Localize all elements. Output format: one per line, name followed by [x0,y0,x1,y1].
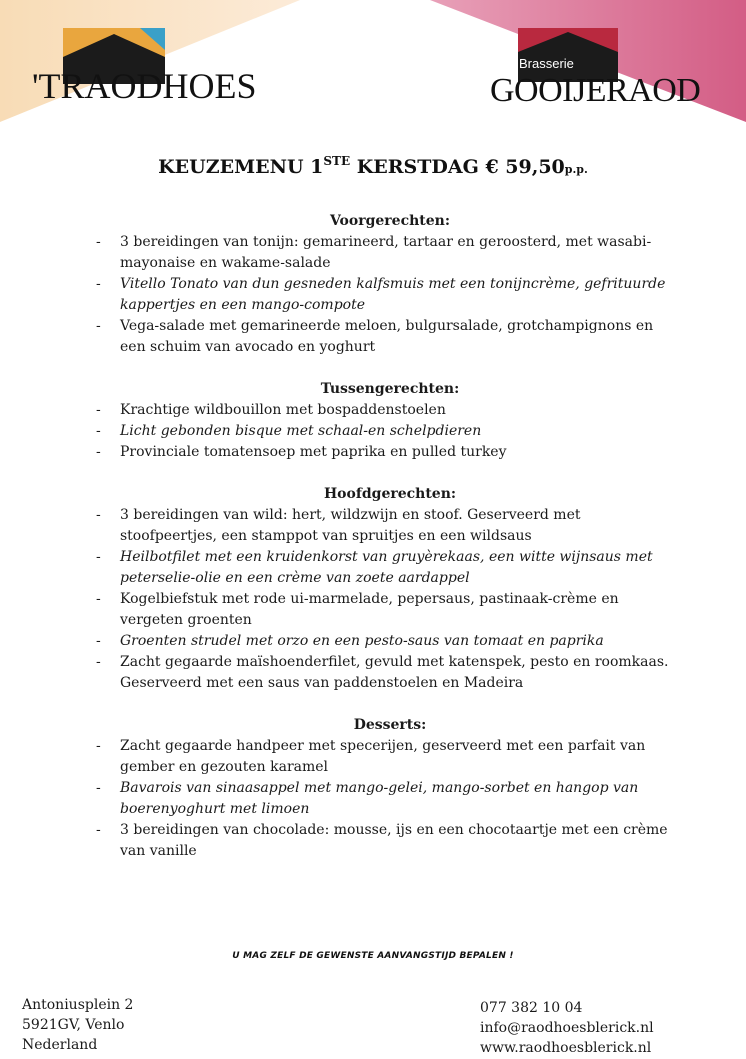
menu-item [96,400,676,421]
title-main: KEUZEMENU 1 [158,156,324,178]
menu-section [96,379,676,463]
menu-item-text: 3 bereidingen van wild: hert, wildzwijn en stoof. Geserveerd met stoofpeertjes, een stamppot van spruitjes en een wildsaus [120,507,581,544]
menu-item [96,652,676,694]
menu-item [96,736,676,778]
menu-item-text: Vitello Tonato van dun gesneden kalfsmuis met een tonijncrème, gefrituurde kappertjes en een mango-compote [120,276,666,313]
bullet-dash: - [96,633,101,649]
address-street: Antoniusplein 2 [22,997,134,1013]
menu-item [96,316,676,358]
address-country: Nederland [22,1037,98,1053]
section-heading: Hoofdgerechten: [323,486,457,502]
menu-item [96,589,676,631]
start-time-notice: U MAG ZELF DE GEWENSTE AANVANGSTIJD BEPALEN ! [232,951,514,961]
address-postal: 5921GV, Venlo [22,1017,125,1033]
menu-item-text: Zacht gegaarde maïshoenderfilet, gevuld met katenspek, pesto en roomkaas. Geserveerd met een saus van paddenstoelen en Madeira [120,654,669,691]
bullet-dash: - [96,507,101,523]
menu-item [96,274,676,316]
address-block [22,995,133,1055]
menu-item-text: Provinciale tomatensoep met paprika en pulled turkey [120,444,507,460]
bullet-dash: - [96,234,101,250]
menu-item-text: Zacht gegaarde handpeer met specerijen, geserveerd met een parfait van gember en gezouten karamel [120,738,646,775]
menu-item-text: Krachtige wildbouillon met bospaddenstoelen [120,402,446,418]
header-background [0,0,746,130]
title-per-person: p.p. [564,163,588,176]
contact-phone[interactable]: 077 382 10 04 [480,1000,583,1016]
section-heading: Desserts: [353,717,427,733]
bullet-dash: - [96,780,101,796]
section-heading: Voorgerechten: [329,213,451,229]
bullet-dash: - [96,738,101,754]
brasserie-logo-label: Brasserie [519,56,574,71]
traodhoes-logo-text: 'TRAODHOES [32,66,257,106]
bullet-dash: - [96,402,101,418]
menu-section [96,484,676,694]
menu-item [96,547,676,589]
gooijeraod-logo-text: GOOIJERAOD [490,72,701,109]
menu-content [96,211,676,883]
menu-item [96,778,676,820]
menu-item-text: Groenten strudel met orzo en een pesto-saus van tomaat en paprika [120,633,604,649]
bullet-dash: - [96,549,101,565]
contact-email[interactable]: info@raodhoesblerick.nl [480,1020,654,1036]
menu-section [96,715,676,862]
bullet-dash: - [96,318,101,334]
menu-item-text: Vega-salade met gemarineerde meloen, bulgursalade, grotchampignons en een schuim van avocado en yoghurt [120,318,654,355]
menu-section [96,211,676,358]
menu-item [96,232,676,274]
menu-item [96,421,676,442]
menu-item-text: Heilbotfilet met een kruidenkorst van gruyèrekaas, een witte wijnsaus met peterselie-olie en een crème van zoete aardappel [120,549,653,586]
menu-item-text: Bavarois van sinaasappel met mango-gelei, mango-sorbet en hangop van boerenyoghurt met limoen [120,780,639,817]
bullet-dash: - [96,591,101,607]
page-title [0,156,746,178]
menu-item-text: 3 bereidingen van tonijn: gemarineerd, tartaar en geroosterd, met wasabi-mayonaise en wakame-salade [120,234,652,271]
bullet-dash: - [96,276,101,292]
menu-item [96,442,676,463]
menu-item [96,505,676,547]
bullet-dash: - [96,444,101,460]
bullet-dash: - [96,822,101,838]
menu-item [96,820,676,862]
menu-item [96,631,676,652]
menu-item-text: 3 bereidingen van chocolade: mousse, ijs en een chocotaartje met een crème van vanille [120,822,668,859]
contact-website[interactable]: www.raodhoesblerick.nl [480,1040,652,1056]
bullet-dash: - [96,654,101,670]
title-rest: KERSTDAG € 59,50 [350,156,565,178]
title-superscript: STE [323,154,351,168]
bullet-dash: - [96,423,101,439]
menu-item-text: Kogelbiefstuk met rode ui-marmelade, pepersaus, pastinaak-crème en vergeten groenten [120,591,619,628]
contact-block [480,998,654,1058]
menu-item-text: Licht gebonden bisque met schaal-en schelpdieren [120,423,482,439]
section-heading: Tussengerechten: [320,381,460,397]
